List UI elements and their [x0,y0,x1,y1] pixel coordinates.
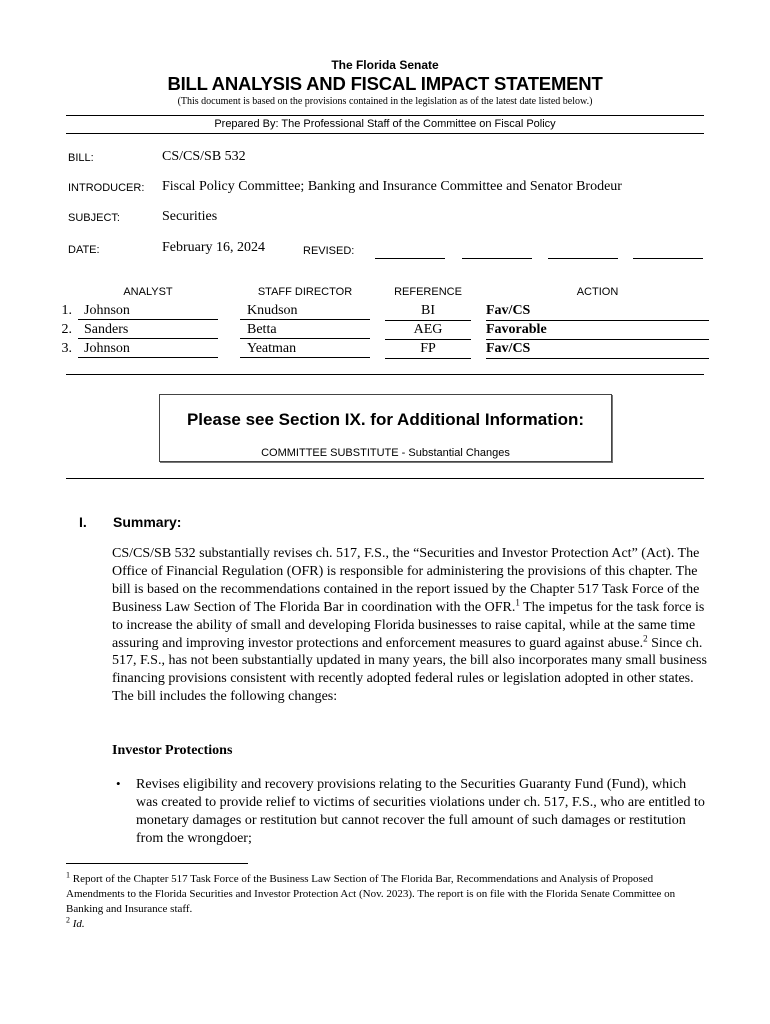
basis-note: (This document is based on the provisions contained in the legislation as of the latest date listed below.) [177,96,593,107]
row-number: 3. [61,341,72,356]
prepared-by: Prepared By: The Professional Staff of the Committee on Fiscal Policy [214,118,556,130]
reference-header: REFERENCE [394,286,462,298]
reference-cell: FP [385,340,471,359]
revised-blank [462,258,532,259]
bill-label: BILL: [68,152,94,164]
action-cell: Fav/CS [486,340,709,359]
reference-cell: AEG [385,321,471,340]
footnote-ref[interactable]: 1 [515,597,520,608]
header-top-rule [66,115,704,116]
footnote-ref[interactable]: 2 [643,632,648,643]
summary-paragraph: CS/CS/SB 532 substantially revises ch. 517, F.S., the “Securities and Investor Protection Act” (Act). The Office of Financial Regulation (OFR) is responsible for administering the provisions of this chapter. The bill is based on the recommendations contained in the report issued by the Chapter 517 Task Force of the Business Law Section of The Florida Bar in coordination with the OFR.$^1$ The impetus for the task force is to increase the ability of small and developing Florida businesses to raise capital, while at the same time assuring and improving investor protections and enforcement measures to guard against abuse.$^2$ Since ch. 517, F.S., has not been substantially updated in many years, the bill also incorporates many small business financing provisions consistent with recently adopted federal rules or legislation adopted in other states. The bill includes the following changes: [112,546,707,705]
staff-director-header: STAFF DIRECTOR [257,286,353,298]
analyst-header: ANALYST [123,286,173,298]
subheading-investor-protections: Investor Protections [112,743,233,758]
footnote-2: $^2$ Id. [66,915,85,930]
staff-director-cell: Knudson [240,302,370,320]
table-bottom-rule [66,374,704,375]
staff-director-cell: Yeatman [240,340,370,358]
subject-value: Securities [162,209,218,224]
analyst-cell: Johnson [78,340,218,358]
document-title: BILL ANALYSIS AND FISCAL IMPACT STATEMENT [167,73,603,94]
introducer-label: INTRODUCER: [68,182,145,194]
revised-blank [375,258,445,259]
row-number: 2. [61,322,72,337]
section-divider-rule [66,478,704,479]
revised-blank [548,258,618,259]
committee-substitute-note: COMMITTEE SUBSTITUTE - Substantial Changes [261,447,510,459]
footnote-1: $^1$ Report of the Chapter 517 Task Force of the Business Law Section of The Florida Bar, Recommendations and Analysis of Proposed Amendments to the Florida Securities and Investor Protection Act (Nov. 2023). The report is on file with the Florida Senate Committee on Banking and Insurance staff. [66,870,676,915]
introducer-value: Fiscal Policy Committee; Banking and Insurance Committee and Senator Brodeur [162,179,622,194]
footnote-separator [66,863,248,864]
revised-blank [633,258,703,259]
bullet-icon: • [116,776,121,791]
date-value: February 16, 2024 [162,240,266,255]
subject-label: SUBJECT: [68,212,120,224]
action-cell: Favorable [486,321,709,340]
revised-label: REVISED: [303,245,355,257]
date-label: DATE: [68,244,100,256]
header-bottom-rule [66,133,704,134]
organization-name: The Florida Senate [331,58,439,72]
bill-number: CS/CS/SB 532 [162,149,246,164]
section-number: I. [79,514,87,530]
analyst-cell: Johnson [78,302,218,320]
action-cell: Fav/CS [486,302,709,321]
section-title: Summary: [113,514,182,530]
staff-director-cell: Betta [240,321,370,339]
additional-info-title: Please see Section IX. for Additional Information: [186,410,585,429]
row-number: 1. [61,303,72,318]
action-header: ACTION [576,286,619,298]
analyst-cell: Sanders [78,321,218,339]
reference-cell: BI [385,302,471,321]
bullet-item: Revises eligibility and recovery provisions relating to the Securities Guaranty Fund (Fund), which was created to provide relief to victims of securities violations under ch. 517, F.S., who are entitled to monetary damages or restitution but cannot recover the full amount of such damages or restitution from the wrongdoer; [136,777,705,846]
